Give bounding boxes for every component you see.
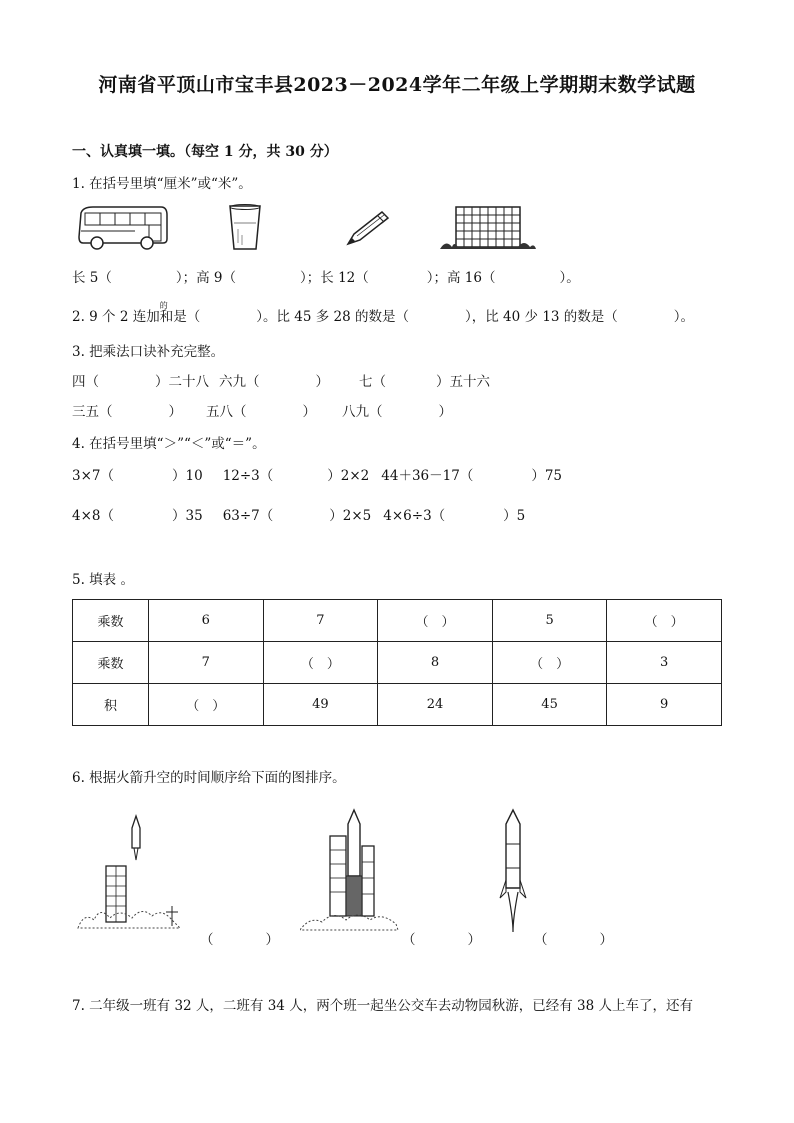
table-row: [73, 642, 722, 684]
rhyme-text: 七（: [359, 374, 386, 390]
building-icon: [440, 203, 536, 251]
multiplication-table: [72, 599, 722, 726]
compare-text: ）2×5: [329, 508, 372, 524]
compare-text: 12÷3（: [222, 468, 274, 484]
table-cell: 乘数: [73, 600, 149, 642]
rhyme-text: ）二十八: [155, 374, 209, 390]
question-4-row-1: [72, 464, 562, 484]
rhyme-text: 六九（: [219, 374, 260, 390]
table-cell: 7: [263, 600, 378, 642]
blank-label: ）；高 9（: [175, 270, 237, 286]
question-1-prompt: 1. 在括号里填“厘米”或“米”。: [72, 176, 252, 192]
rocket-on-tower-icon: [300, 806, 400, 934]
rhyme-text: 三五（: [72, 404, 113, 420]
q2-text: ）。比 45 多 28 的数是（: [256, 309, 410, 325]
question-4-prompt: 4. 在括号里填“＞”“＜”或“＝”。: [72, 436, 266, 452]
section-heading: 一、认真填一填。（每空 1 分，共 30 分）: [72, 144, 338, 160]
order-blank-3: [534, 928, 613, 948]
question-4-row-2: [72, 504, 525, 524]
table-cell: 24: [378, 684, 493, 726]
paren: ）: [265, 932, 279, 948]
table-cell: 8: [378, 642, 493, 684]
table-cell: 6: [149, 600, 264, 642]
table-cell: 45: [492, 684, 607, 726]
table-cell-blank[interactable]: （ ）: [263, 642, 378, 684]
table-cell: 5: [492, 600, 607, 642]
table-row: [73, 600, 722, 642]
compare-text: ）35: [172, 508, 203, 524]
table-cell-blank[interactable]: （ ）: [492, 642, 607, 684]
rhyme-text: 四（: [72, 374, 99, 390]
q2-text: 2. 9 个 2 连加: [72, 309, 160, 325]
q2-text: ）。: [673, 309, 695, 325]
paren: ）: [467, 932, 481, 948]
compare-text: 44＋36－17（: [381, 468, 474, 484]
blank-label: ）；长 12（: [300, 270, 369, 286]
rhyme-text: 八九（: [342, 404, 383, 420]
rhyme-text: ）: [315, 374, 329, 390]
rhyme-text: ）: [438, 404, 452, 420]
blank-label: ）。: [559, 270, 580, 286]
page-title: 河南省平顶山市宝丰县2023－2024学年二年级上学期期末数学试题: [98, 74, 696, 96]
compare-text: 3×7（: [72, 468, 114, 484]
table-cell: 积: [73, 684, 149, 726]
question-3-prompt: 3. 把乘法口诀补充完整。: [72, 344, 225, 360]
q2-text: 和是（: [159, 309, 201, 325]
table-cell-blank[interactable]: （ ）: [378, 600, 493, 642]
question-6-prompt: 6. 根据火箭升空的时间顺序给下面的图排序。: [72, 770, 346, 786]
blank-prefix: 长 5（: [72, 270, 112, 286]
order-blank-2: [402, 928, 481, 948]
table-cell: 乘数: [73, 642, 149, 684]
rhyme-text: ）: [302, 404, 316, 420]
question-3-row-2: [72, 400, 452, 420]
question-3-row-1: [72, 370, 490, 390]
question-1-answer-line: [72, 266, 580, 286]
q2-text: ），比 40 少 13 的数是（: [465, 309, 618, 325]
table-cell-blank[interactable]: （ ）: [149, 684, 264, 726]
table-cell: 49: [263, 684, 378, 726]
table-row: [73, 684, 722, 726]
paren: （: [534, 932, 548, 948]
bus-icon: [75, 203, 170, 251]
blank-label: ）；高 16（: [426, 270, 496, 286]
pencil-icon: [344, 208, 392, 248]
table-cell-blank[interactable]: （ ）: [607, 600, 722, 642]
compare-text: 63÷7（: [222, 508, 274, 524]
glass-icon: [226, 203, 264, 253]
table-cell: 7: [149, 642, 264, 684]
compare-text: ）10: [172, 468, 203, 484]
rocket-flying-icon: [496, 808, 530, 936]
question-5-prompt: 5. 填表 。: [72, 572, 134, 588]
compare-text: 4×8（: [72, 508, 114, 524]
question-2: [72, 301, 695, 325]
compare-text: ）2×2: [327, 468, 370, 484]
compare-text: 4×6÷3（: [383, 508, 446, 524]
order-blank-1: [200, 928, 279, 948]
compare-text: ）75: [531, 468, 563, 484]
q2-ruby: 的: [159, 301, 168, 310]
question-7-text: 7. 二年级一班有 32 人，二班有 34 人，两个班一起坐公交车去动物园秋游，已经有 38 人上车了，还有: [72, 998, 693, 1014]
paren: （: [402, 932, 416, 948]
table-cell: 9: [607, 684, 722, 726]
rhyme-text: ）: [168, 404, 182, 420]
paren: ）: [599, 932, 613, 948]
table-cell: 3: [607, 642, 722, 684]
compare-text: ）5: [503, 508, 526, 524]
rocket-launch-smoke-icon: [76, 808, 196, 934]
paren: （: [200, 932, 214, 948]
rhyme-text: ）五十六: [436, 374, 490, 390]
rhyme-text: 五八（: [206, 404, 247, 420]
